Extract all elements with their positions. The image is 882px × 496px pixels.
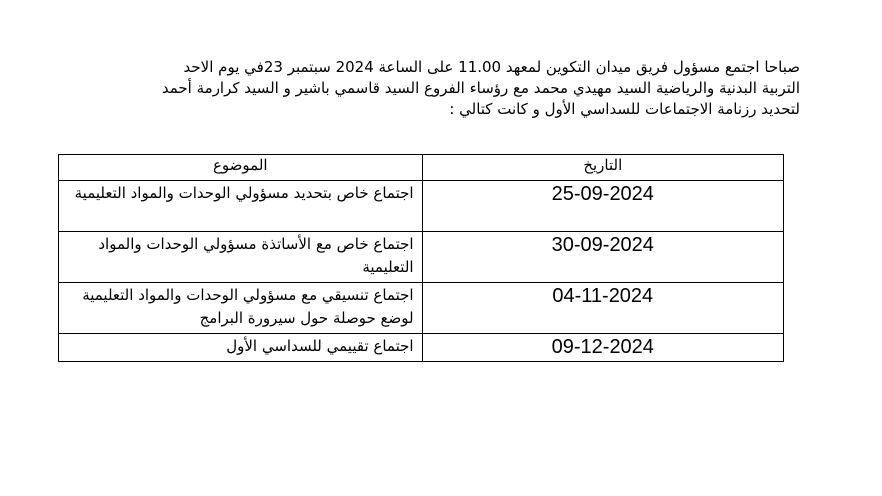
meeting-date: 25-09-2024: [422, 181, 783, 232]
meeting-subject: اجتماع خاص مع الأساتذة مسؤولي الوحدات والمواد التعليمية: [59, 232, 423, 283]
date-header-cell: [422, 155, 783, 181]
table-row: [59, 232, 784, 283]
table-row: [59, 283, 784, 334]
meeting-date: 09-12-2024: [422, 334, 783, 362]
intro-line: صباحا اجتمع مسؤول فريق ميدان التكوين لمعهد 11.00 على الساعة 2024 سبتمبر 23في يوم الاحد: [183, 58, 800, 76]
table-row: [59, 181, 784, 232]
intro-paragraph: [60, 57, 800, 120]
meeting-subject: اجتماع تقييمي للسداسي الأول: [59, 334, 423, 362]
meeting-subject: اجتماع خاص بتحديد مسؤولي الوحدات والمواد التعليمية: [59, 181, 423, 232]
meetings-table: [58, 154, 784, 362]
meeting-date: 04-11-2024: [422, 283, 783, 334]
meeting-subject: اجتماع تنسيقي مع مسؤولي الوحدات والمواد التعليمية لوضع حوصلة حول سيرورة البرامج: [59, 283, 423, 334]
meeting-date: 30-09-2024: [422, 232, 783, 283]
intro-line: التربية البدنية والرياضية السيد مهيدي محمد مع رؤساء الفروع السيد قاسمي باشير و السيد كرارمة أحمد: [161, 79, 800, 97]
date-header: التاريخ: [583, 157, 623, 174]
table-row: [59, 334, 784, 362]
table-header-row: [59, 155, 784, 181]
intro-line: لتحديد رزنامة الاجتماعات للسداسي الأول و كانت كتالي :: [449, 100, 800, 118]
subject-header-cell: [59, 155, 423, 181]
subject-header: الموضوع: [212, 157, 268, 174]
